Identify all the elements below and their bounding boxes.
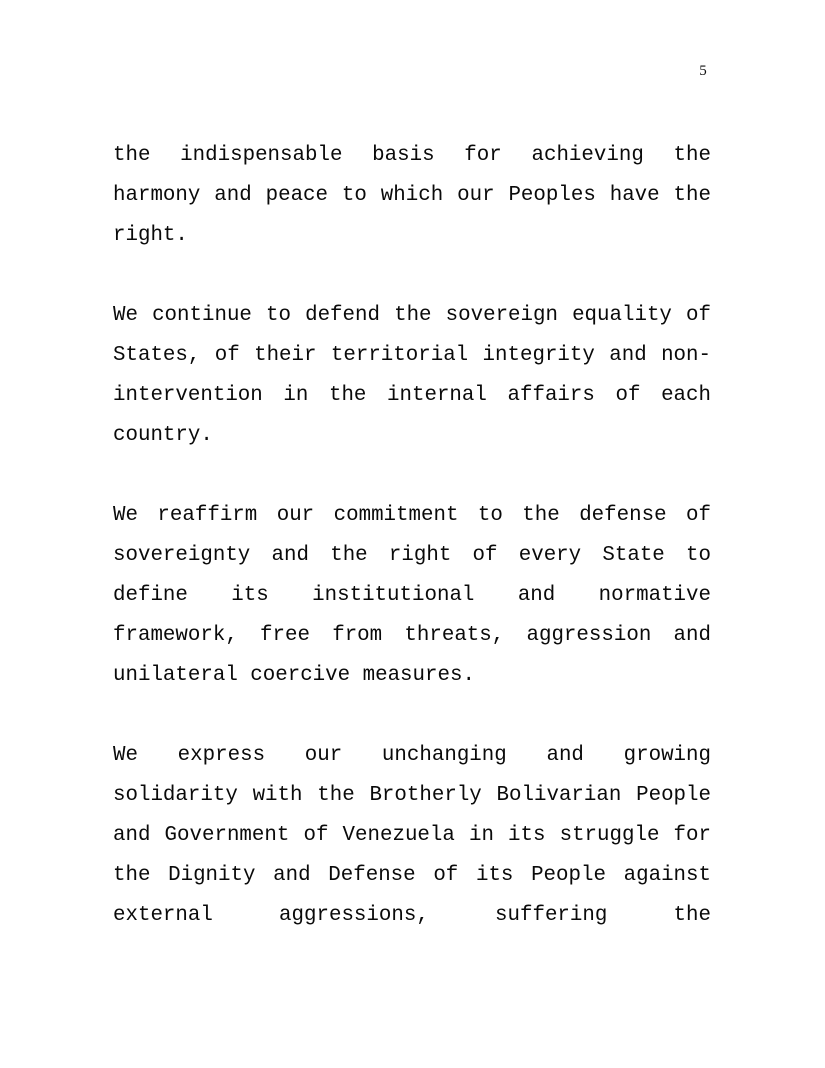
paragraph-2: We continue to defend the sovereign equality of States, of their territorial integrity and non-intervention in the internal affairs of each country.: [113, 304, 711, 447]
page-number: 5: [699, 63, 707, 79]
paragraph-3: We reaffirm our commitment to the defense of sovereignty and the right of every State to define its institutional and normative framework, free from threats, aggression and unilateral coercive measures.: [113, 504, 711, 687]
paragraph-4: We express our unchanging and growing solidarity with the Brotherly Bolivarian People and Government of Venezuela in its struggle for the Dignity and Defense of its People against external aggressions, suffering the: [113, 744, 711, 927]
paragraph-1: the indispensable basis for achieving the harmony and peace to which our Peoples have the right.: [113, 144, 711, 247]
document-body: [113, 136, 711, 936]
